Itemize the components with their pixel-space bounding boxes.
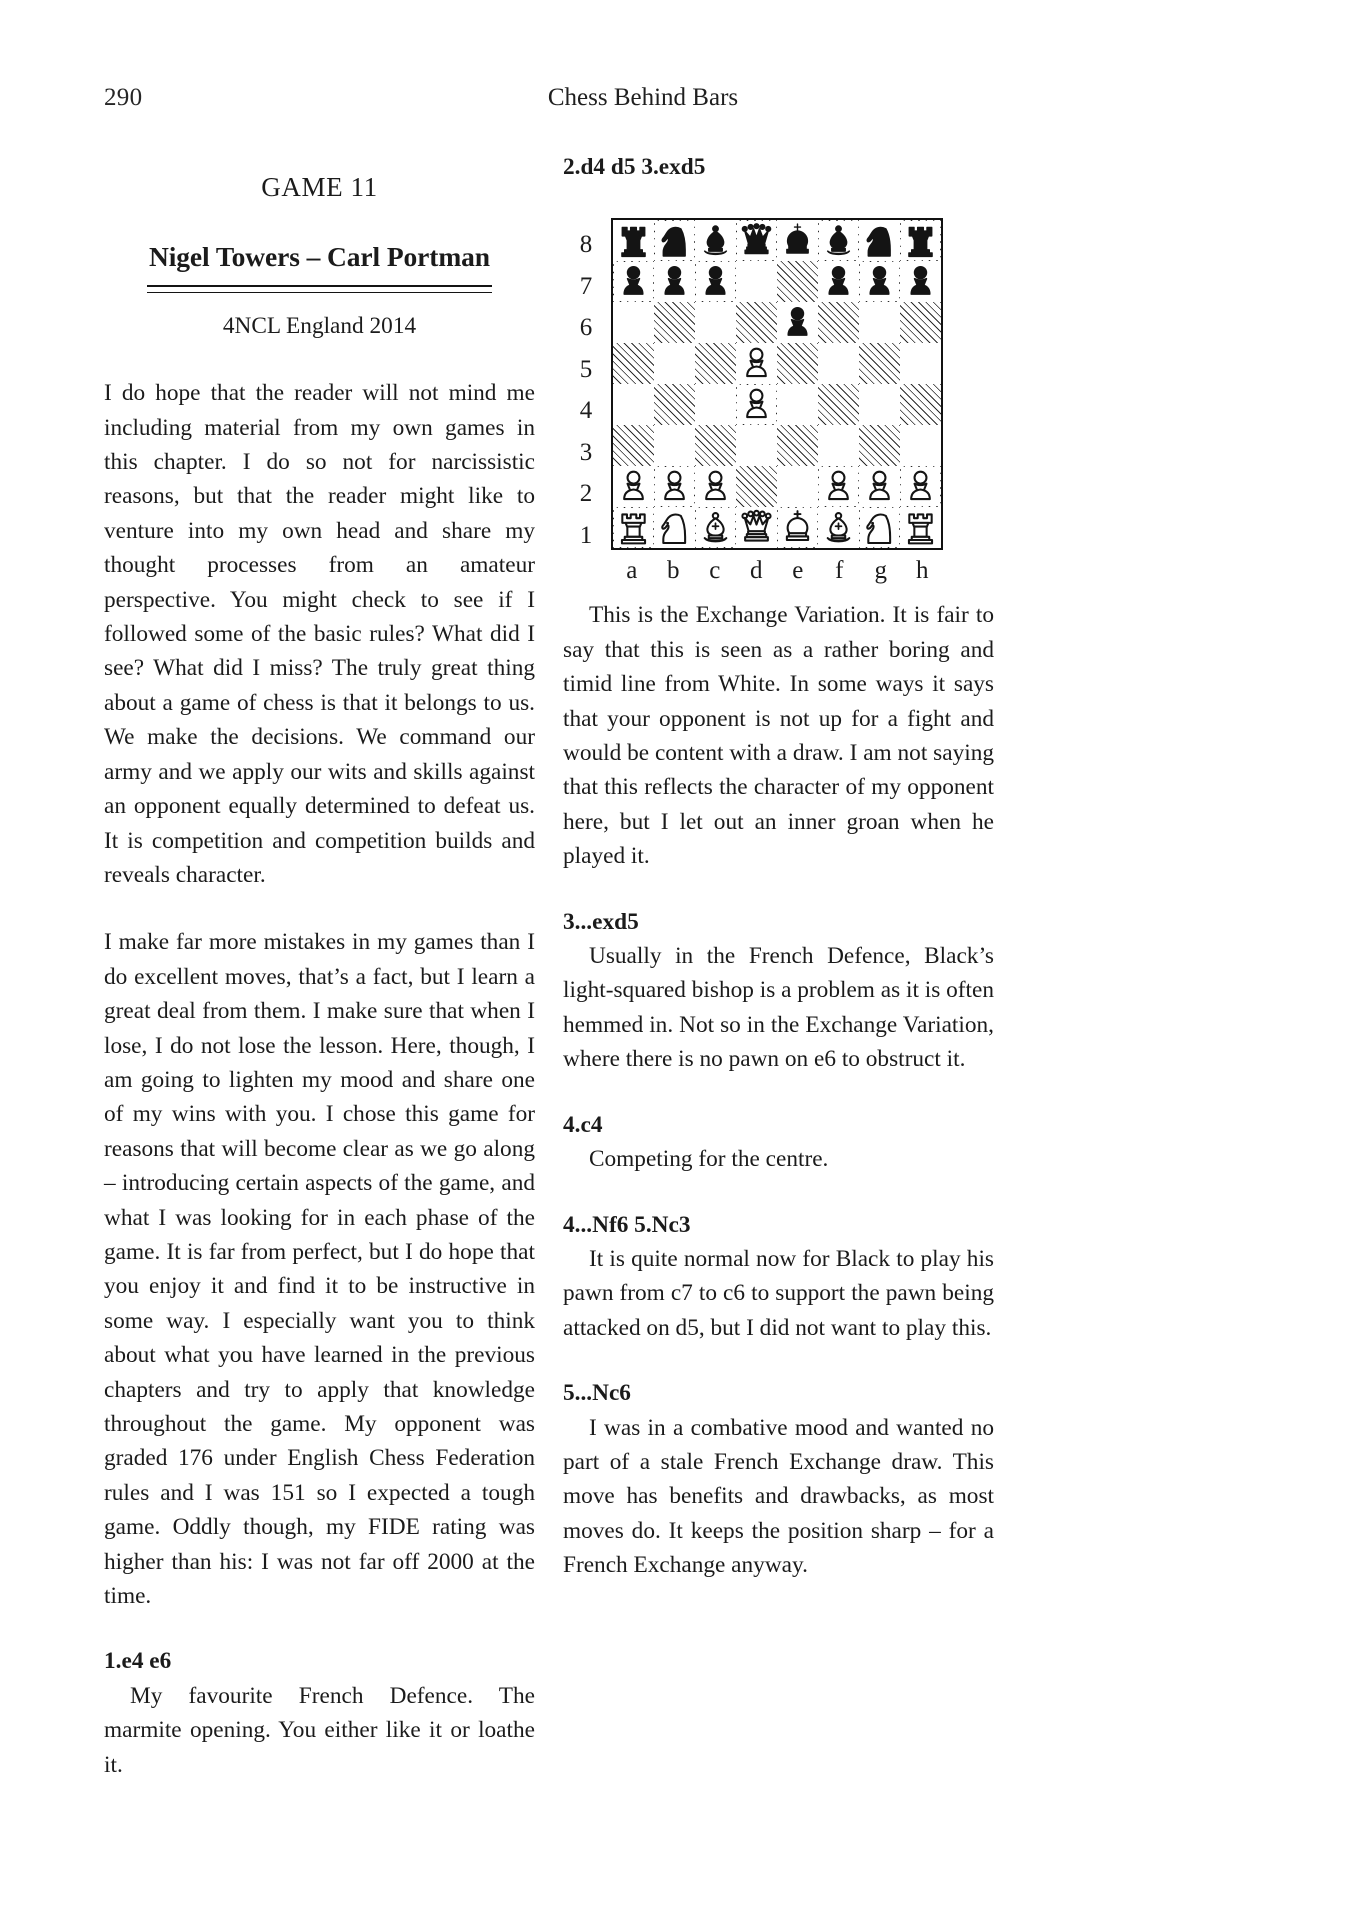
board-square-c8: [695, 220, 736, 261]
rank-label: 2: [579, 480, 593, 508]
black-bishop-icon: [695, 220, 736, 261]
board-square-g6: [859, 302, 900, 343]
board-square-c7: [695, 261, 736, 302]
right-column: [563, 150, 994, 1583]
board-square-e3: [777, 425, 818, 466]
board-square-c2: [695, 466, 736, 507]
white-pawn-icon: [859, 466, 900, 507]
left-column: [104, 150, 535, 1782]
rank-label: 5: [579, 355, 593, 383]
intro-paragraph-1: I do hope that the reader will not mind me including material from my own games in this chapter. I do so not for narcissistic reasons, but that the reader might like to venture into my own head and share my thought processes from an amateur perspective. You might check to see if I followed some of the basic rules? What did I see? What did I miss? The truly great thing about a game of chess is that it belongs to us. We make the decisions. We command our army and we apply our wits and skills against an opponent equally determined to defeat us. It is competition and competition builds and reveals character.: [104, 380, 535, 888]
white-pawn-icon: [736, 384, 777, 425]
file-label: b: [667, 557, 680, 585]
move-comment-6: I was in a combative mood and wanted no part of a stale French Exchange draw. This move has benefits and drawbacks, as most moves do. It keeps the position sharp – for a French Exchange anyway.: [563, 1414, 994, 1579]
move-comment-3: Usually in the French Defence, Black’s light-squared bishop is a problem as it is often hemmed in. Not so in the Exchange Variation, where there is no pawn on e6 to obstruct it.: [563, 943, 994, 1073]
move-heading-2: 2.d4 d5 3.exd5: [563, 154, 706, 180]
board-square-g4: [859, 384, 900, 425]
board-square-e8: [777, 220, 818, 261]
file-label: g: [874, 557, 887, 585]
black-pawn-icon: [613, 261, 654, 302]
rank-label: 4: [579, 397, 593, 425]
board-square-h7: [900, 261, 941, 302]
move-comment-2: This is the Exchange Variation. It is fair to say that this is seen as a rather boring and timid line from White. In some ways it says that your opponent is not up for a fight and would be content with a draw. I am not saying that this reflects the character of my opponent here, but I let out an inner groan when he played it.: [563, 602, 994, 870]
intro-paragraph-2: I make far more mistakes in my games than I do excellent moves, that’s a fact, but I learn a great deal from them. I make sure that when I lose, I do not lose the lesson. Here, though, I am going to lighten my mood and share one of my wins with you. I chose this game for reasons that will become clear as we go along – introducing certain aspects of the game, and what I was looking for in each phase of the game. It is far from perfect, but I do hope that you enjoy it and find it to be instructive in some way. I especially want you to think about what you have learned in the previous chapters and try to apply that knowledge throughout the game. My opponent was graded 176 under English Chess Federation rules and I was 151 so I expected a tough game. Oddly though, my FIDE rating was higher than his: I was not far off 2000 at the time.: [104, 929, 535, 1610]
board-square-h5: [900, 343, 941, 384]
board-square-e1: [777, 507, 818, 548]
board-square-h2: [900, 466, 941, 507]
rank-label: 7: [579, 272, 593, 300]
board-square-d5: [736, 343, 777, 384]
board-square-g8: [859, 220, 900, 261]
board-square-f5: [818, 343, 859, 384]
board-square-g5: [859, 343, 900, 384]
board-square-h3: [900, 425, 941, 466]
board-square-f3: [818, 425, 859, 466]
board-square-a7: [613, 261, 654, 302]
black-pawn-icon: [654, 261, 695, 302]
move-heading-1: 1.e4 e6: [104, 1648, 172, 1675]
board-square-b7: [654, 261, 695, 302]
board-square-h4: [900, 384, 941, 425]
black-pawn-icon: [900, 261, 941, 302]
board-square-a5: [613, 343, 654, 384]
rank-label: 1: [579, 521, 593, 549]
file-label: f: [835, 557, 844, 585]
event-line: 4NCL England 2014: [222, 312, 417, 339]
move-comment-5: It is quite normal now for Black to play his pawn from c7 to c6 to support the pawn being attacked on d5, but I did not want to play this.: [563, 1245, 994, 1341]
white-rook-icon: [900, 507, 941, 548]
board-square-g2: [859, 466, 900, 507]
board-square-b4: [654, 384, 695, 425]
black-rook-icon: [613, 220, 654, 261]
board-square-e6: [777, 302, 818, 343]
white-bishop-icon: [818, 507, 859, 548]
board-square-f2: [818, 466, 859, 507]
board-square-a4: [613, 384, 654, 425]
board-square-e7: [777, 261, 818, 302]
board-square-f1: [818, 507, 859, 548]
board-square-c5: [695, 343, 736, 384]
book-title: Chess Behind Bars: [547, 84, 739, 111]
board-square-e4: [777, 384, 818, 425]
file-label: e: [792, 557, 804, 585]
black-knight-icon: [859, 220, 900, 261]
move-heading-6: 5...Nc6: [563, 1380, 631, 1407]
rank-label: 6: [579, 314, 593, 342]
board-square-b5: [654, 343, 695, 384]
board-square-e5: [777, 343, 818, 384]
file-label: a: [626, 557, 638, 585]
white-pawn-icon: [900, 466, 941, 507]
board-square-f8: [818, 220, 859, 261]
board-square-d3: [736, 425, 777, 466]
black-bishop-icon: [818, 220, 859, 261]
white-pawn-icon: [818, 466, 859, 507]
board-square-f4: [818, 384, 859, 425]
file-label: d: [750, 557, 763, 585]
board-square-g3: [859, 425, 900, 466]
black-pawn-icon: [818, 261, 859, 302]
board-square-b8: [654, 220, 695, 261]
white-king-icon: [777, 507, 818, 548]
file-label: h: [916, 557, 929, 585]
players-line: Nigel Towers – Carl Portman: [148, 241, 490, 273]
file-label: c: [709, 557, 721, 585]
board-square-c6: [695, 302, 736, 343]
board-square-d1: [736, 507, 777, 548]
black-king-icon: [777, 220, 818, 261]
black-pawn-icon: [777, 302, 818, 343]
board-square-b1: [654, 507, 695, 548]
chess-board: [611, 218, 943, 550]
white-rook-icon: [613, 507, 654, 548]
board-square-a2: [613, 466, 654, 507]
white-bishop-icon: [695, 507, 736, 548]
black-pawn-icon: [859, 261, 900, 302]
board-square-b2: [654, 466, 695, 507]
board-square-e2: [777, 466, 818, 507]
board-square-f7: [818, 261, 859, 302]
white-pawn-icon: [613, 466, 654, 507]
board-square-d7: [736, 261, 777, 302]
header-divider: [147, 285, 492, 293]
move-comment-4: Competing for the centre.: [589, 1146, 829, 1173]
chess-diagram: [563, 210, 994, 598]
black-rook-icon: [900, 220, 941, 261]
board-square-h8: [900, 220, 941, 261]
board-square-a1: [613, 507, 654, 548]
board-square-c4: [695, 384, 736, 425]
rank-labels: [571, 224, 601, 556]
board-square-g7: [859, 261, 900, 302]
black-queen-icon: [736, 220, 777, 261]
file-labels: [611, 554, 943, 588]
white-knight-icon: [654, 507, 695, 548]
move-comment-1: My favourite French Defence. The marmite opening. You either like it or loathe it.: [104, 1682, 535, 1778]
board-square-a3: [613, 425, 654, 466]
board-square-d8: [736, 220, 777, 261]
move-heading-4: 4.c4: [563, 1111, 603, 1138]
white-pawn-icon: [695, 466, 736, 507]
white-pawn-icon: [654, 466, 695, 507]
white-queen-icon: [736, 507, 777, 548]
board-square-g1: [859, 507, 900, 548]
move-heading-5: 4...Nf6 5.Nc3: [563, 1211, 691, 1238]
board-square-d6: [736, 302, 777, 343]
board-square-h6: [900, 302, 941, 343]
rank-label: 3: [579, 438, 593, 466]
running-head: [104, 84, 1250, 118]
black-pawn-icon: [695, 261, 736, 302]
board-square-a8: [613, 220, 654, 261]
board-square-b3: [654, 425, 695, 466]
board-square-b6: [654, 302, 695, 343]
move-heading-3: 3...exd5: [563, 908, 639, 935]
board-square-f6: [818, 302, 859, 343]
game-label: GAME 11: [261, 172, 378, 202]
black-knight-icon: [654, 220, 695, 261]
board-square-h1: [900, 507, 941, 548]
board-square-a6: [613, 302, 654, 343]
board-square-d2: [736, 466, 777, 507]
rank-label: 8: [579, 231, 593, 259]
board-square-d4: [736, 384, 777, 425]
white-pawn-icon: [736, 343, 777, 384]
white-knight-icon: [859, 507, 900, 548]
board-square-c3: [695, 425, 736, 466]
board-square-c1: [695, 507, 736, 548]
page-number: 290: [104, 84, 143, 111]
